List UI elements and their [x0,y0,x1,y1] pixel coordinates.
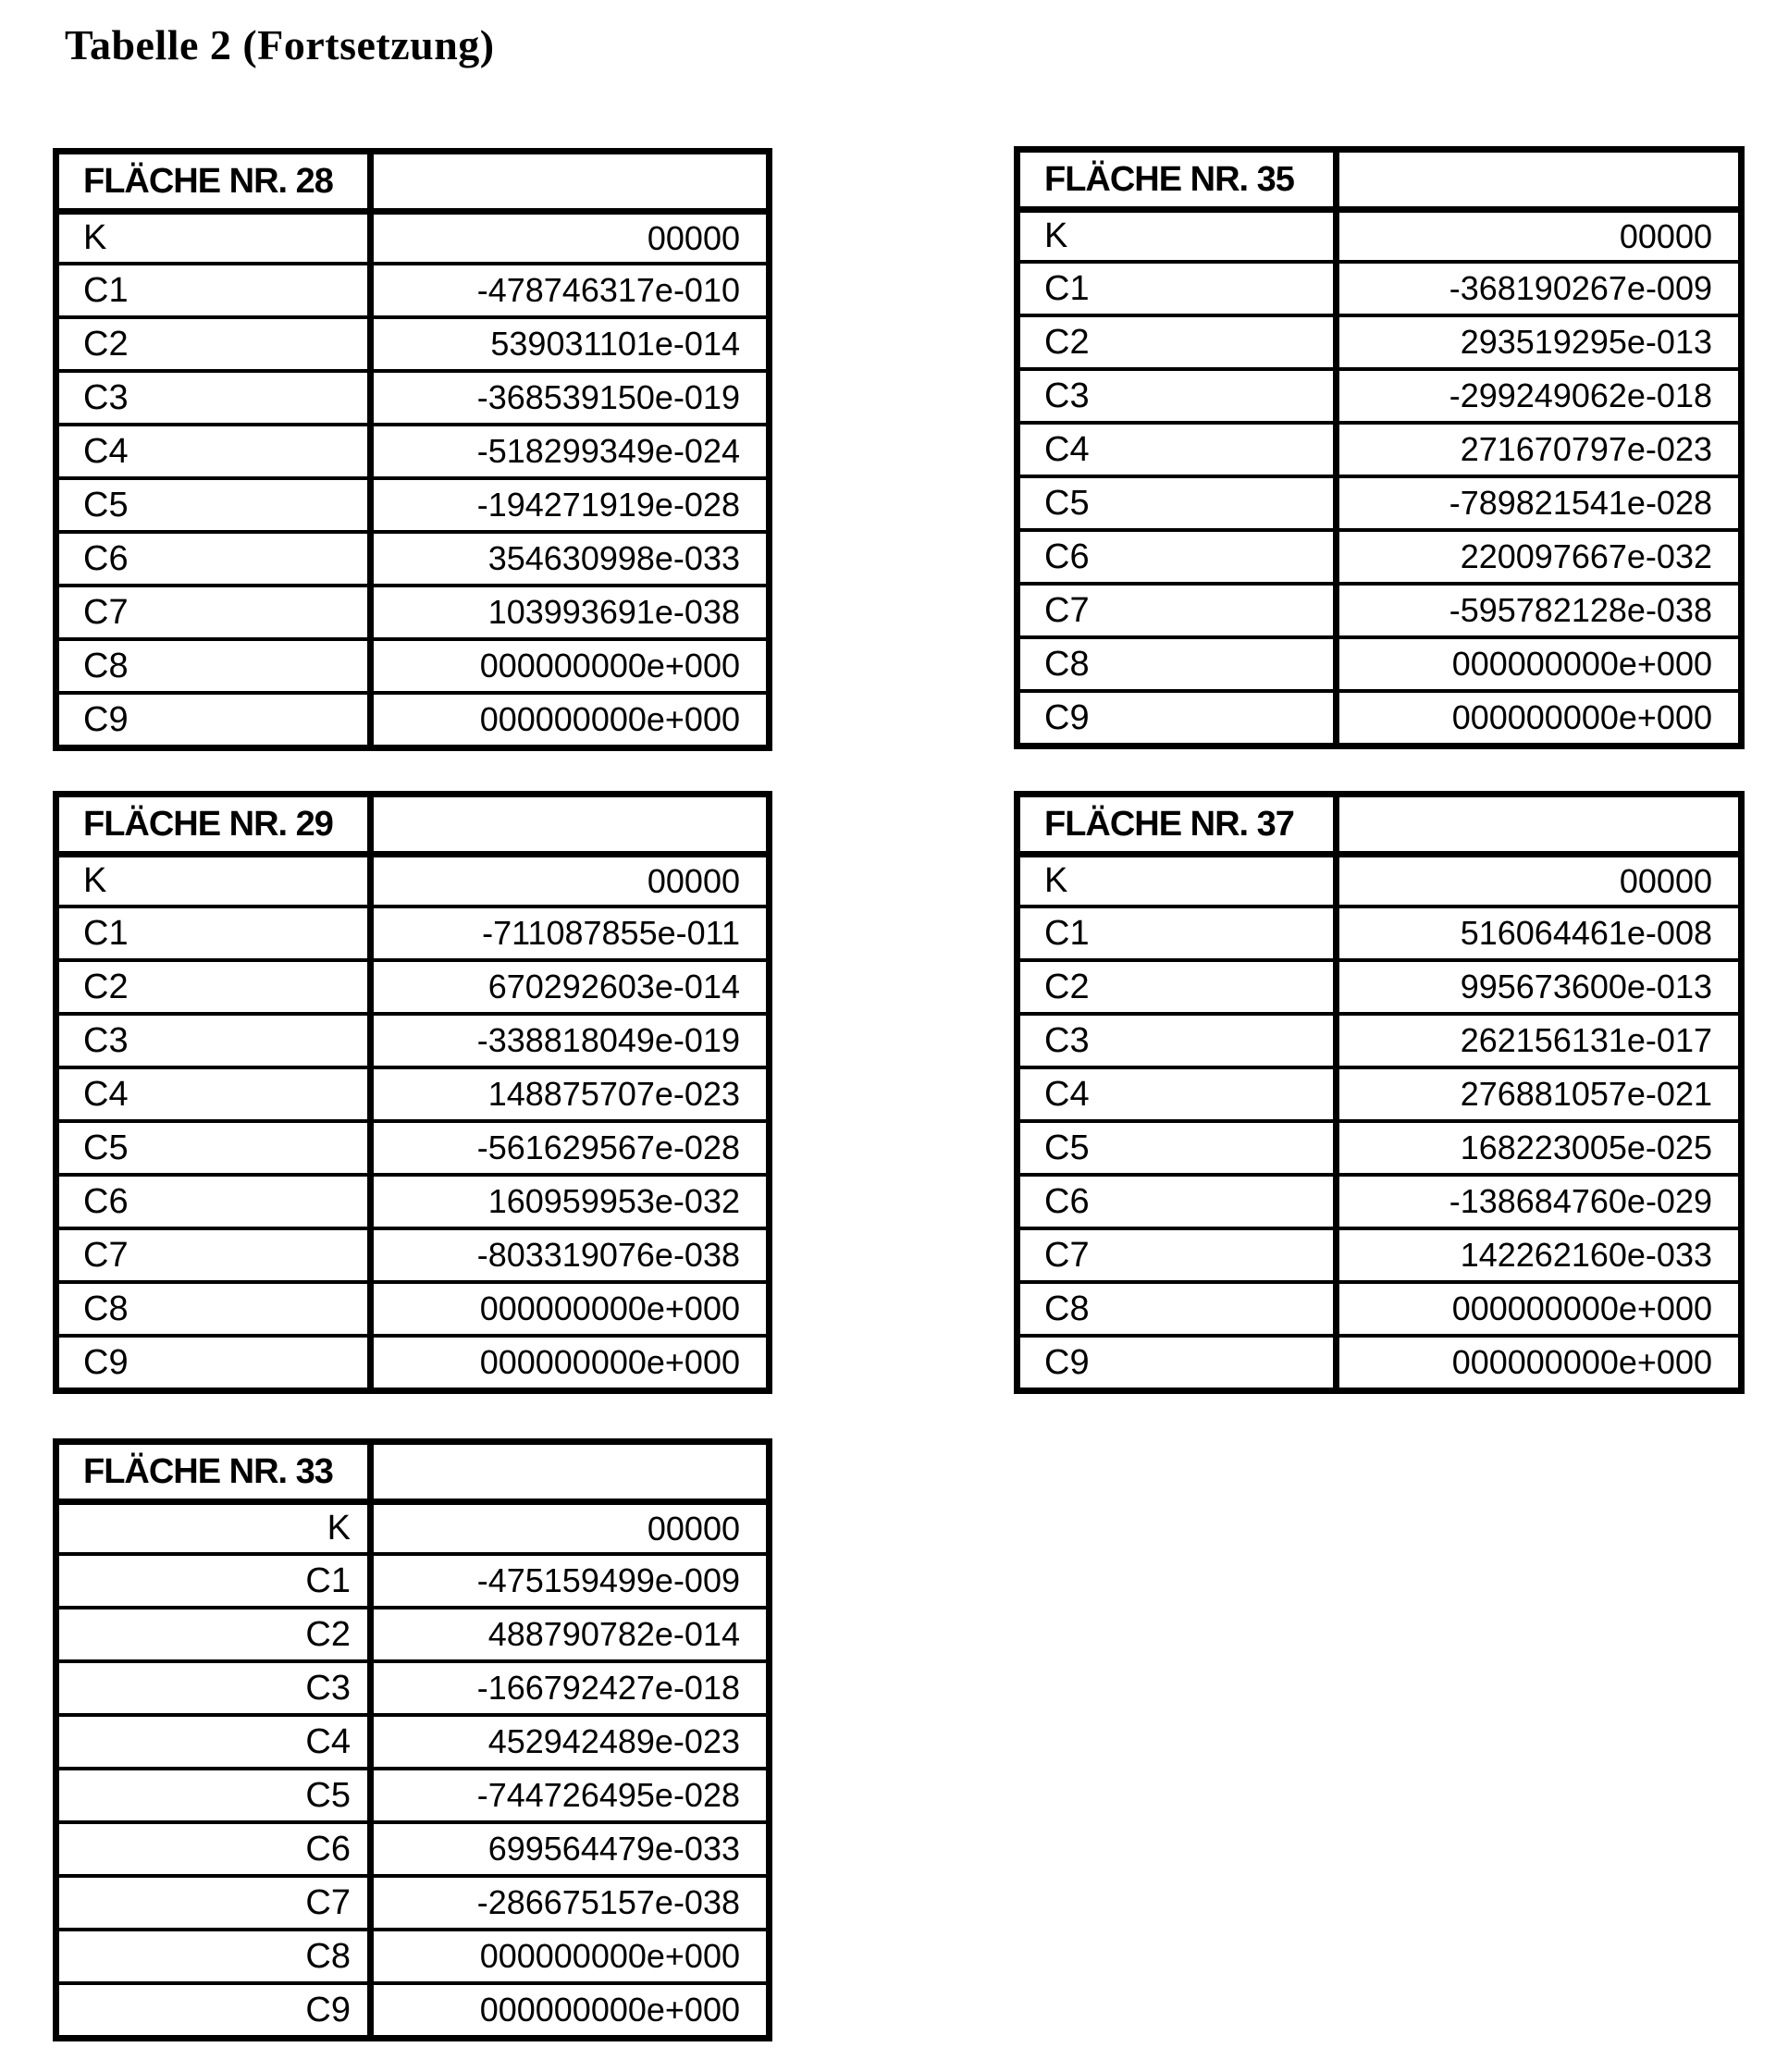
table-row [59,958,766,1012]
coefficient-label: C1 [1020,908,1339,958]
coefficient-label: C5 [59,1770,374,1820]
coefficient-label: K [59,215,374,262]
coefficient-label: C5 [59,480,374,530]
coefficient-value: 276881057e-021 [1460,1075,1712,1113]
coefficient-label: C3 [1020,371,1339,421]
coefficient-value: 00000 [647,218,740,257]
table-row [59,369,766,423]
table-row [1020,1119,1738,1173]
table-row [1020,1334,1738,1388]
table-row [59,1498,766,1552]
coefficient-value: 699564479e-033 [487,1830,740,1868]
table-row [59,1928,766,1981]
coefficient-value: 000000000e+000 [1451,698,1712,736]
coefficient-value: -744726495e-028 [476,1776,740,1814]
coefficient-label: C1 [59,1556,374,1606]
table-row [1020,905,1738,958]
coefficient-label: C4 [59,1069,374,1119]
coefficient-value: 160959953e-032 [487,1182,740,1220]
coefficient-value: 148875707e-023 [487,1075,740,1113]
coefficient-label: C7 [59,1230,374,1280]
coefficient-label: K [1020,857,1339,905]
table-header-empty-cell [374,154,766,208]
coefficient-label: C6 [59,1177,374,1227]
coefficient-label: C3 [59,1663,374,1713]
coefficient-value: 539031101e-014 [490,325,740,363]
coefficient-label: C7 [59,1878,374,1928]
coefficient-label: C2 [59,319,374,369]
coefficient-label: C5 [59,1123,374,1173]
coefficient-label: C1 [1020,264,1339,314]
coefficient-value: 000000000e+000 [479,1343,740,1381]
table-row [59,315,766,369]
table-row [59,1334,766,1388]
table-row [59,262,766,315]
coefficient-value: 00000 [1619,861,1712,900]
coefficient-value: -166792427e-018 [476,1669,740,1707]
coefficient-label: C7 [1020,586,1339,635]
coefficient-label: C1 [59,265,374,315]
coefficient-value: -561629567e-028 [476,1128,740,1166]
table-header-empty-cell [1339,153,1738,206]
table-header-title: FLÄCHE NR. 28 [59,154,374,208]
table-row [59,423,766,476]
table-row [59,1874,766,1928]
coefficient-value: 142262160e-033 [1460,1236,1712,1274]
table-body [1020,206,1738,743]
coefficient-label: C8 [59,641,374,691]
table-header-row [1020,797,1738,851]
coefficient-value: -368190267e-009 [1449,269,1712,307]
table-header-title: FLÄCHE NR. 37 [1020,797,1339,851]
table-row [59,1173,766,1227]
coefficient-label: C6 [59,1824,374,1874]
coefficient-label: C2 [1020,962,1339,1012]
table-header-row [1020,153,1738,206]
coefficient-label: C4 [1020,425,1339,475]
coefficient-value: -478746317e-010 [476,271,740,309]
table-row [59,530,766,584]
coefficient-value: 000000000e+000 [479,647,740,684]
coefficient-value: 995673600e-013 [1460,968,1712,1005]
table-body [1020,851,1738,1388]
coefficient-value: -518299349e-024 [476,432,740,470]
coefficient-value: 00000 [647,1509,740,1548]
coefficient-label: C1 [59,908,374,958]
coefficient-table-flaeche-29 [53,791,772,1394]
coefficient-value: -803319076e-038 [476,1236,740,1274]
coefficient-value: 000000000e+000 [479,700,740,738]
coefficient-value: 452942489e-023 [487,1722,740,1760]
table-header-row [59,797,766,851]
coefficient-value: 516064461e-008 [1460,914,1712,952]
coefficient-value: 00000 [1619,216,1712,255]
coefficient-label: C3 [1020,1016,1339,1066]
coefficient-value: -299249062e-018 [1449,376,1712,414]
coefficient-value: 103993691e-038 [487,593,740,631]
coefficient-label: K [59,1505,374,1552]
table-body [59,1498,766,2035]
table-row [1020,475,1738,528]
coefficient-value: -194271919e-028 [476,486,740,524]
table-body [59,208,766,745]
coefficient-value: -475159499e-009 [476,1561,740,1599]
table-row [59,208,766,262]
table-row [59,1119,766,1173]
coefficient-table-flaeche-28 [53,148,772,751]
coefficient-label: C7 [1020,1230,1339,1280]
coefficient-value: 271670797e-023 [1460,430,1712,468]
table-row [59,1820,766,1874]
table-row [1020,582,1738,635]
coefficient-value: 293519295e-013 [1460,323,1712,361]
coefficient-value: 000000000e+000 [479,1937,740,1975]
coefficient-label: C5 [1020,478,1339,528]
coefficient-value: 488790782e-014 [487,1615,740,1653]
coefficient-label: C8 [1020,1284,1339,1334]
table-header-row [59,1445,766,1498]
page-title: Tabelle 2 (Fortsetzung) [65,21,495,68]
coefficient-value: -711087855e-011 [482,914,740,952]
coefficient-label: C2 [1020,317,1339,367]
coefficient-label: C9 [1020,693,1339,743]
coefficient-label: C6 [1020,532,1339,582]
table-row [1020,1066,1738,1119]
table-body [59,851,766,1388]
table-row [59,1767,766,1820]
table-row [1020,1227,1738,1280]
coefficient-label: K [59,857,374,905]
table-row [59,1606,766,1659]
coefficient-value: 262156131e-017 [1460,1021,1712,1059]
table-row [59,1552,766,1606]
table-row [1020,314,1738,367]
table-header-empty-cell [374,797,766,851]
coefficient-label: C4 [59,1717,374,1767]
coefficient-label: C4 [59,426,374,476]
coefficient-value: 000000000e+000 [479,1289,740,1327]
coefficient-value: -789821541e-028 [1449,484,1712,522]
coefficient-label: C7 [59,587,374,637]
coefficient-table-flaeche-37 [1014,791,1745,1394]
table-row [1020,851,1738,905]
table-row [59,1066,766,1119]
table-row [1020,260,1738,314]
coefficient-label: C8 [1020,639,1339,689]
table-row [59,691,766,745]
coefficient-value: -286675157e-038 [476,1883,740,1921]
table-row [59,1227,766,1280]
table-header-row [59,154,766,208]
coefficient-label: C2 [59,1610,374,1659]
coefficient-label: C3 [59,373,374,423]
coefficient-label: C5 [1020,1123,1339,1173]
coefficient-value: -368539150e-019 [476,378,740,416]
coefficient-value: 670292603e-014 [487,968,740,1005]
coefficient-value: 000000000e+000 [1451,645,1712,683]
table-row [59,476,766,530]
table-row [1020,1173,1738,1227]
table-header-empty-cell [1339,797,1738,851]
coefficient-label: C9 [59,1985,374,2035]
coefficient-label: C6 [1020,1177,1339,1227]
coefficient-value: -338818049e-019 [476,1021,740,1059]
table-row [1020,206,1738,260]
coefficient-value: 00000 [647,861,740,900]
coefficient-label: C2 [59,962,374,1012]
table-header-title: FLÄCHE NR. 33 [59,1445,374,1498]
table-row [59,637,766,691]
coefficient-value: -138684760e-029 [1449,1182,1712,1220]
table-header-title: FLÄCHE NR. 35 [1020,153,1339,206]
table-row [1020,1012,1738,1066]
coefficient-value: 000000000e+000 [1451,1343,1712,1381]
coefficient-value: 168223005e-025 [1460,1128,1712,1166]
table-row [1020,528,1738,582]
coefficient-label: C3 [59,1016,374,1066]
table-row [1020,635,1738,689]
coefficient-label: C8 [59,1931,374,1981]
table-row [59,1012,766,1066]
table-row [1020,421,1738,475]
table-row [1020,958,1738,1012]
coefficient-label: K [1020,213,1339,260]
coefficient-label: C9 [1020,1338,1339,1388]
table-row [59,851,766,905]
table-header-empty-cell [374,1445,766,1498]
coefficient-table-flaeche-35 [1014,146,1745,749]
table-row [1020,1280,1738,1334]
table-row [59,905,766,958]
coefficient-table-flaeche-33 [53,1438,772,2041]
table-row [59,1981,766,2035]
table-row [1020,689,1738,743]
table-row [59,584,766,637]
table-row [1020,367,1738,421]
coefficient-label: C8 [59,1284,374,1334]
coefficient-value: 354630998e-033 [487,539,740,577]
coefficient-value: 220097667e-032 [1460,537,1712,575]
coefficient-label: C6 [59,534,374,584]
coefficient-label: C4 [1020,1069,1339,1119]
table-header-title: FLÄCHE NR. 29 [59,797,374,851]
coefficient-value: 000000000e+000 [1451,1289,1712,1327]
table-row [59,1713,766,1767]
coefficient-label: C9 [59,695,374,745]
table-row [59,1659,766,1713]
coefficient-value: -595782128e-038 [1449,591,1712,629]
coefficient-value: 000000000e+000 [479,1991,740,2029]
coefficient-label: C9 [59,1338,374,1388]
table-row [59,1280,766,1334]
